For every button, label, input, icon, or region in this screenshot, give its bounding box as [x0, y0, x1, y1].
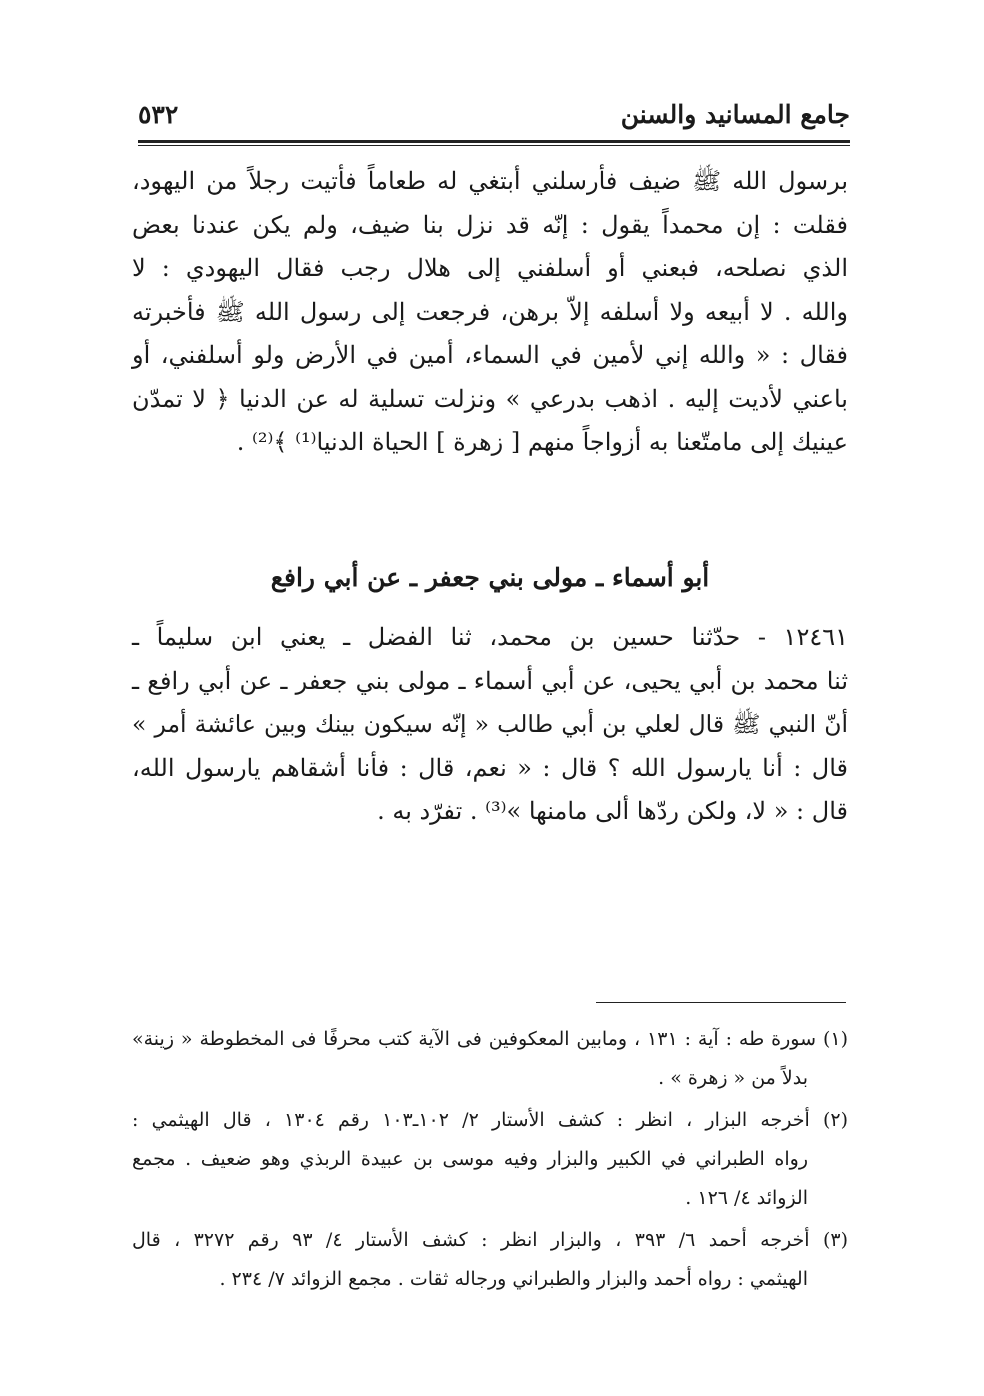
footnote-line: بدلاً من « زهرة » . [658, 1067, 808, 1089]
text-line: فقال : « والله إني لأمين في السماء، أمين في الأرض ولو أسلفني، أو [132, 341, 848, 369]
footnote-1 [132, 1020, 848, 1098]
footnotes [132, 1020, 848, 1299]
book-title: جامع المسانيد والسنن [620, 100, 850, 129]
footnote-line: (٢) أخرجه البزار ، انظر : كشف الأستار ٢/ ١٠٢ـ١٠٣ رقم ١٣٠٤ ، قال الهيثمي : [132, 1109, 849, 1131]
footnote-2 [132, 1101, 848, 1218]
text-line: فقلت : إن محمداً يقول : إنّه قد نزل بنا ضيف، ولم يكن عندنا بعض [132, 210, 848, 239]
footnote-line: الزوائد ٤/ ١٢٦ . [685, 1187, 808, 1209]
text-line: الذي نصلحه، فبعني أو أسلفني إلى هلال رجب فقال اليهودي : لا [132, 254, 848, 282]
section-heading: أبو أسماء ـ مولى بني جعفر ـ عن أبي رافع [270, 563, 710, 592]
footnote-line: (١) سورة طه : آية : ١٣١ ، ومابين المعكوفين فى الآية كتب محرفًا فى المخطوطة « زينة» [132, 1028, 848, 1050]
paragraph-2 [132, 616, 848, 834]
footnote-line: (٣) أخرجه أحمد ٦/ ٣٩٣ ، والبزار انظر : كشف الأستار ٤/ ٩٣ رقم ٣٢٧٢ ، قال [132, 1229, 849, 1251]
footnote-3 [132, 1221, 848, 1299]
page-header [138, 96, 850, 138]
footnote-line: رواه الطبراني في الكبير والبزار وفيه موسى بن عبيدة الربذي وهو ضعيف . مجمع [132, 1148, 808, 1170]
text-line: ١٢٤٦١ - حدّثنا حسين بن محمد، ثنا الفضل ـ يعني ابن سليماً ـ [132, 623, 848, 651]
text-line: أنّ النبي ﷺ قال لعلي بن أبي طالب « إنّه سيكون بينك وبين عائشة أمر » [132, 710, 848, 738]
footnote-line: الهيثمي : رواه أحمد والبزار والطبراني ورجاله ثقات . مجمع الزوائد ٧/ ٢٣٤ . [219, 1268, 808, 1290]
text-line: برسول الله ﷺ ضيف فأرسلني أبتغي له طعاماً فأتيت رجلاً من اليهود، [132, 167, 848, 195]
header-rule-thin [138, 145, 850, 146]
text-line: والله . لا أبيعه ولا أسلفه إلاّ برهن، فرجعت إلى رسول الله ﷺ فأخبرته [132, 297, 848, 326]
text-line: ثنا محمد بن أبي يحيى، عن أبي أسماء ـ مولى بني جعفر ـ عن أبي رافع ـ [132, 666, 848, 695]
text-line: قال : أنا يارسول الله ؟ قال : « نعم، قال : فأنا أشقاهم يارسول الله، [132, 753, 848, 782]
paragraph-1 [132, 160, 848, 465]
text-line: عينيك إلى مامتّعنا به أزواجاً منهم [ زهرة ] الحياة الدنيا⁽¹⁾ ﴾⁽²⁾ . [236, 428, 848, 456]
text-line: قال : « لا، ولكن ردّها ألى مامنها »⁽³⁾ . تفرّد به . [377, 797, 848, 825]
header-rule [138, 140, 850, 143]
text-line: باعني لأديت إليه . اذهب بدرعي » ونزلت تسلية له عن الدنيا ﴿ لا تمدّن [132, 384, 848, 413]
page-number: ٥٣٢ [138, 100, 179, 129]
footnote-separator [596, 1002, 846, 1003]
